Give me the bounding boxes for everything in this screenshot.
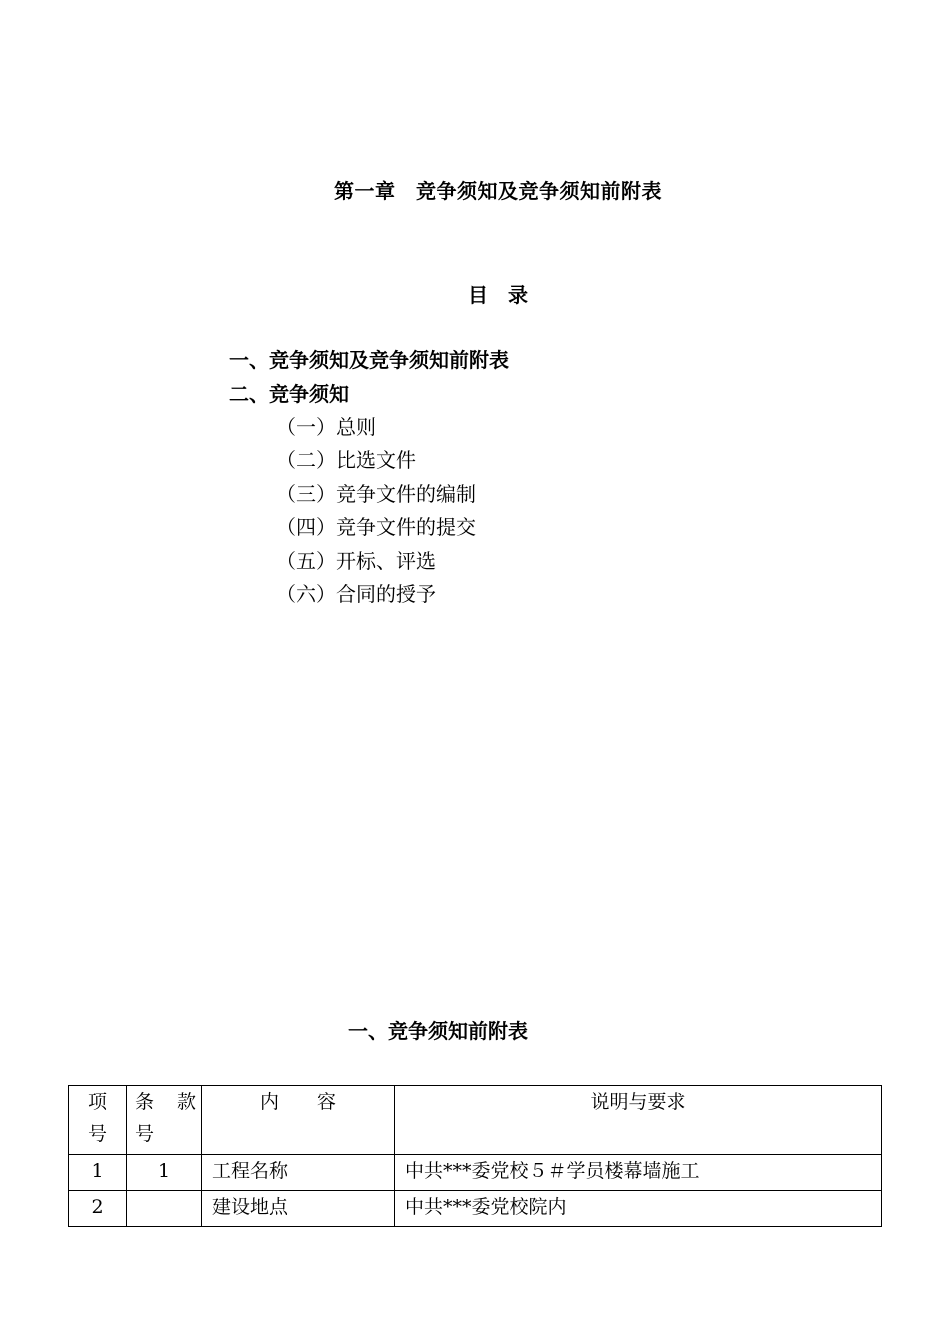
toc-sub-item: （三）竞争文件的编制 xyxy=(276,482,476,506)
header-item-no-line: 号 xyxy=(87,1123,107,1145)
cell-content: 建设地点 xyxy=(202,1191,395,1227)
header-content: 内 容 xyxy=(202,1086,395,1155)
front-table xyxy=(68,1085,882,1227)
toc-sub-item: （五）开标、评选 xyxy=(276,549,436,573)
cell-content: 工程名称 xyxy=(202,1155,395,1191)
toc-main-item: 二、竞争须知 xyxy=(229,382,349,406)
toc-heading: 目 录 xyxy=(468,283,528,307)
cell-description: 中共***委党校院内 xyxy=(395,1191,882,1227)
toc-sub-item: （一）总则 xyxy=(276,415,376,439)
section-title: 一、竞争须知前附表 xyxy=(348,1019,528,1043)
header-item-no xyxy=(69,1086,127,1155)
header-clause-no xyxy=(127,1086,202,1155)
header-clause-no-line: 号 xyxy=(135,1123,157,1145)
cell-clause-no: 1 xyxy=(127,1155,202,1191)
table-row xyxy=(69,1191,882,1227)
cell-description: 中共***委党校５＃学员楼幕墙施工 xyxy=(395,1155,882,1191)
header-item-no-line: 项 xyxy=(87,1091,107,1113)
toc-main-item: 一、竞争须知及竞争须知前附表 xyxy=(229,348,509,372)
toc-sub-item: （二）比选文件 xyxy=(276,448,416,472)
chapter-title: 第一章 竞争须知及竞争须知前附表 xyxy=(334,179,662,203)
cell-item-no: 1 xyxy=(69,1155,127,1191)
table-row xyxy=(69,1155,882,1191)
cell-clause-no xyxy=(127,1191,202,1227)
header-description: 说明与要求 xyxy=(395,1086,882,1155)
toc-sub-item: （四）竞争文件的提交 xyxy=(276,515,476,539)
cell-item-no: 2 xyxy=(69,1191,127,1227)
table-header-row xyxy=(69,1086,882,1155)
header-clause-no-line: 条 款 xyxy=(135,1091,199,1113)
toc-sub-item: （六）合同的授予 xyxy=(276,582,436,606)
